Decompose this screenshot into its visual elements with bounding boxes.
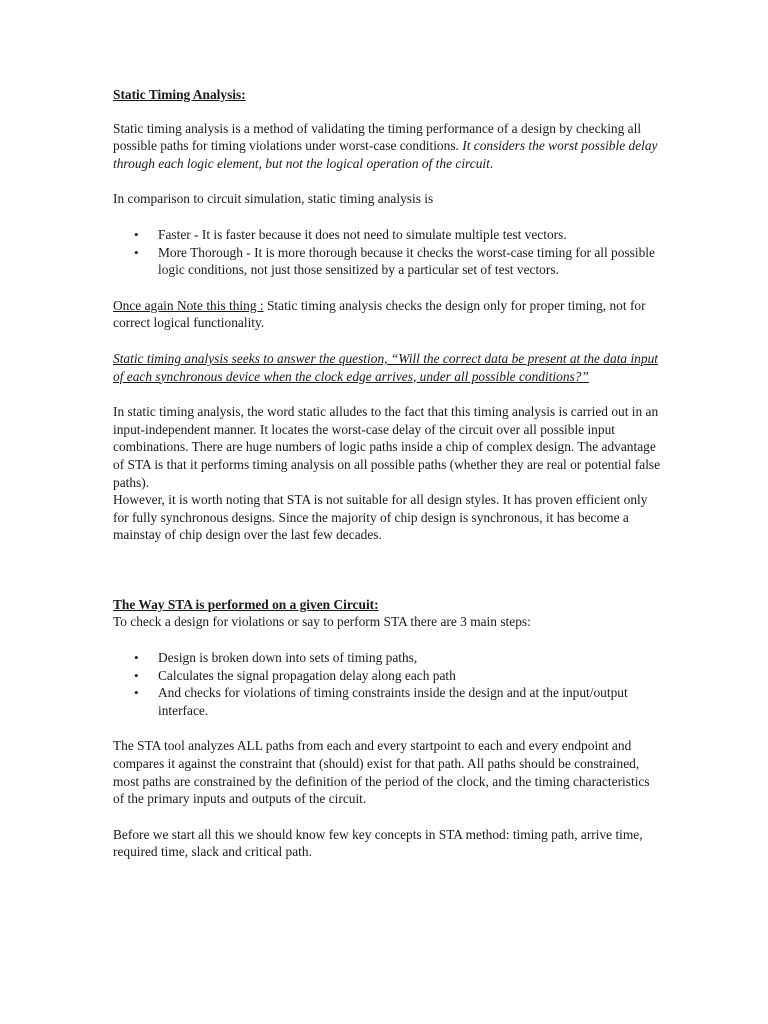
list-item-text: More Thorough - It is more thorough because it checks the worst-case timing for all possible logic conditions, not just those sensitized by a particular set of test vectors.: [158, 244, 655, 278]
sta-tool-paragraph: The STA tool analyzes ALL paths from each and every startpoint to each and every endpoint and compares it against the constraint that (should) exist for that path. All paths should be constrained, most paths are constrained by the definition of the period of the clock, and the timing characteristics of the primary inputs and outputs of the circuit.: [113, 738, 650, 807]
section-title-sta: Static Timing Analysis:: [113, 87, 246, 102]
list-item: [113, 226, 661, 244]
document-page: [113, 86, 661, 861]
section-title-method: The Way STA is performed on a given Circuit:: [113, 596, 379, 612]
note-label: Once again Note this thing :: [113, 297, 264, 313]
comparison-lead: In comparison to circuit simulation, static timing analysis is: [113, 191, 434, 207]
bullet-icon: •: [134, 650, 139, 666]
intro-text: Static timing analysis is a method of validating the timing performance of a design by checking all possible paths for timing violations under worst-case conditions.: [113, 120, 642, 154]
list-item-text: And checks for violations of timing constraints inside the design and at the input/output interface.: [158, 685, 628, 718]
comparison-list: [113, 226, 661, 279]
bullet-icon: •: [134, 226, 139, 242]
list-item-text: Faster - It is faster because it does not need to simulate multiple test vectors.: [158, 226, 567, 242]
key-concepts-paragraph: Before we start all this we should know few key concepts in STA method: timing path, arrive time, required time, slack and critical path.: [113, 826, 643, 860]
intro-end: .: [489, 155, 494, 171]
method-lead: To check a design for violations or say to perform STA there are 3 main steps:: [113, 614, 531, 630]
list-item: [113, 649, 661, 667]
note-paragraph: [113, 297, 661, 332]
list-item-text: Calculates the signal propagation delay along each path: [158, 667, 456, 683]
list-item: [113, 667, 661, 685]
static-explanation-paragraph: In static timing analysis, the word static alludes to the fact that this timing analysis is carried out in an input-independent manner. It locates the worst-case delay of the circuit over all possible input combinations. There are huge numbers of logic paths inside a chip of complex design. The advantage of STA is that it performs timing analysis on all possible paths (whether they are real or potential false paths).: [113, 404, 661, 490]
bullet-icon: •: [134, 244, 139, 260]
question-paragraph: Static timing analysis seeks to answer the question, “Will the correct data be present at the data input of each synchronous device when the clock edge arrives, under all possible conditions?”: [113, 350, 658, 384]
steps-list: [113, 649, 661, 719]
intro-paragraph: [113, 120, 661, 173]
list-item: [113, 684, 661, 719]
limitation-paragraph: However, it is worth noting that STA is not suitable for all design styles. It has proven efficient only for fully synchronous designs. Since the majority of chip design is synchronous, it has become a mainstay of chip design over the last few decades.: [113, 492, 648, 543]
bullet-icon: •: [134, 667, 139, 683]
list-item: [113, 244, 661, 279]
bullet-icon: •: [134, 685, 139, 701]
note-text: Static timing analysis checks the design only for proper timing, not for correct logical functionality.: [113, 297, 646, 331]
list-item-text: Design is broken down into sets of timing paths,: [158, 650, 418, 666]
intro-italic-text: It considers the worst possible delay through each logic element, but not the logical operation of the circuit: [113, 138, 658, 171]
